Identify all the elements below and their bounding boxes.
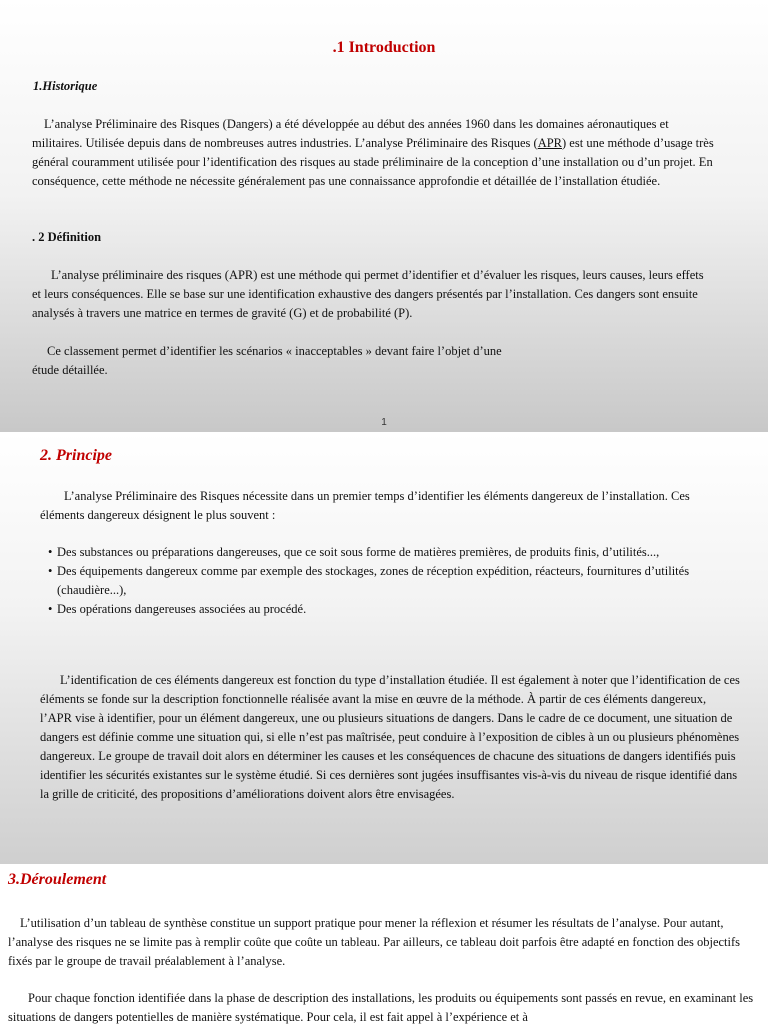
danger-elements-list (48, 543, 748, 619)
page-number: 1 (381, 417, 387, 428)
deroulement-paragraph-1: L’utilisation d’un tableau de synthèse constitue un support pratique pour mener la réflexion et résumer les résultats de l’analyse. Pour autant, l’analyse des risques ne se limite pas à remplir coûte que coûte un tableau. Par ailleurs, ce tableau doit parfois être adapté en fonction des objectifs fixés par le groupe de travail préalablement à l’analyse. (8, 916, 741, 968)
apr-abbreviation: APR (537, 136, 563, 150)
definition-heading: . 2 Définition (32, 230, 102, 244)
definition-paragraph: L’analyse préliminaire des risques (APR) est une méthode qui permet d’identifier et d’évaluer les risques, leurs causes, leurs effets et leurs conséquences. Elle se base sur une identification exhaustive des dangers présentés par l’installation. Ces dangers sont ensuite analysés à travers une matrice en termes de gravité (G) et de probabilité (P). (32, 268, 704, 320)
slide-deroulement (0, 864, 768, 1024)
classement-line-2: étude détaillée. (32, 363, 108, 377)
deroulement-paragraph-2: Pour chaque fonction identifiée dans la phase de description des installations, les produits ou équipements sont passés en revue, en examinant les situations de dangers potentielles de manière systématique. Pour cela, il est fait appel à l’expérience et à (8, 991, 754, 1024)
principe-intro: L’analyse Préliminaire des Risques nécessite dans un premier temps d’identifier les éléments dangereux de l’installation. Ces éléments dangereux désignent le plus souvent : (40, 489, 690, 522)
classement-line-1: Ce classement permet d’identifier les scénarios « inacceptables » devant faire l’objet d’une (47, 344, 502, 358)
list-item: • Des équipements dangereux comme par exemple des stockages, zones de réception expédition, réacteurs, fournitures d’utilités (chaudière...), (48, 562, 748, 600)
slide-principe (0, 432, 768, 864)
deroulement-heading: 3.Déroulement (8, 871, 107, 888)
slide-title: .1 Introduction (332, 39, 436, 56)
historique-heading: 1.Historique (33, 79, 98, 93)
slide-introduction (0, 0, 768, 432)
list-item: • Des opérations dangereuses associées au procédé. (48, 600, 748, 619)
principe-heading: 2. Principe (40, 447, 112, 464)
historique-text-pre: L’analyse Préliminaire des Risques (Dangers) a été développée au début des années 1960 dans les domaines aéronautiques et militaires. Utilisée depuis dans de nombreuses autres industries. L’analyse Préliminaire des Risques ( (32, 117, 669, 150)
historique-text-post: ) est une méthode d’usage très général couramment utilisée pour l’identification des risques au stade préliminaire de la conception d’une installation ou d’un projet. En conséquence, cette méthode ne nécessite généralement pas une connaissance approfondie et détaillée de l’installation étudiée. (32, 136, 714, 188)
historique-paragraph (32, 115, 717, 191)
principe-body: L’identification de ces éléments dangereux est fonction du type d’installation étudiée. Il est également à noter que l’identification de ces éléments se fonde sur la description fonctionnelle réalisée avant la mise en œuvre de la méthode. À partir de ces éléments dangereux, l’APR vise à identifier, pour un élément dangereux, une ou plusieurs situations de dangers. Dans le cadre de ce document, une situation de dangers est définie comme une situation qui, si elle n’est pas maîtrisée, peut conduire à l’exposition de cibles à un ou plusieurs phénomènes dangereux. Le groupe de travail doit alors en déterminer les causes et les conséquences de chacune des situations de dangers identifiés puis identifier les sécurités existantes sur le système étudié. Si ces dernières sont jugées insuffisantes vis-à-vis du niveau de risque identifié dans la grille de criticité, des propositions d’améliorations doivent alors être envisagées. (40, 673, 740, 801)
list-item: • Des substances ou préparations dangereuses, que ce soit sous forme de matières premières, de produits finis, d’utilités..., (48, 543, 748, 562)
